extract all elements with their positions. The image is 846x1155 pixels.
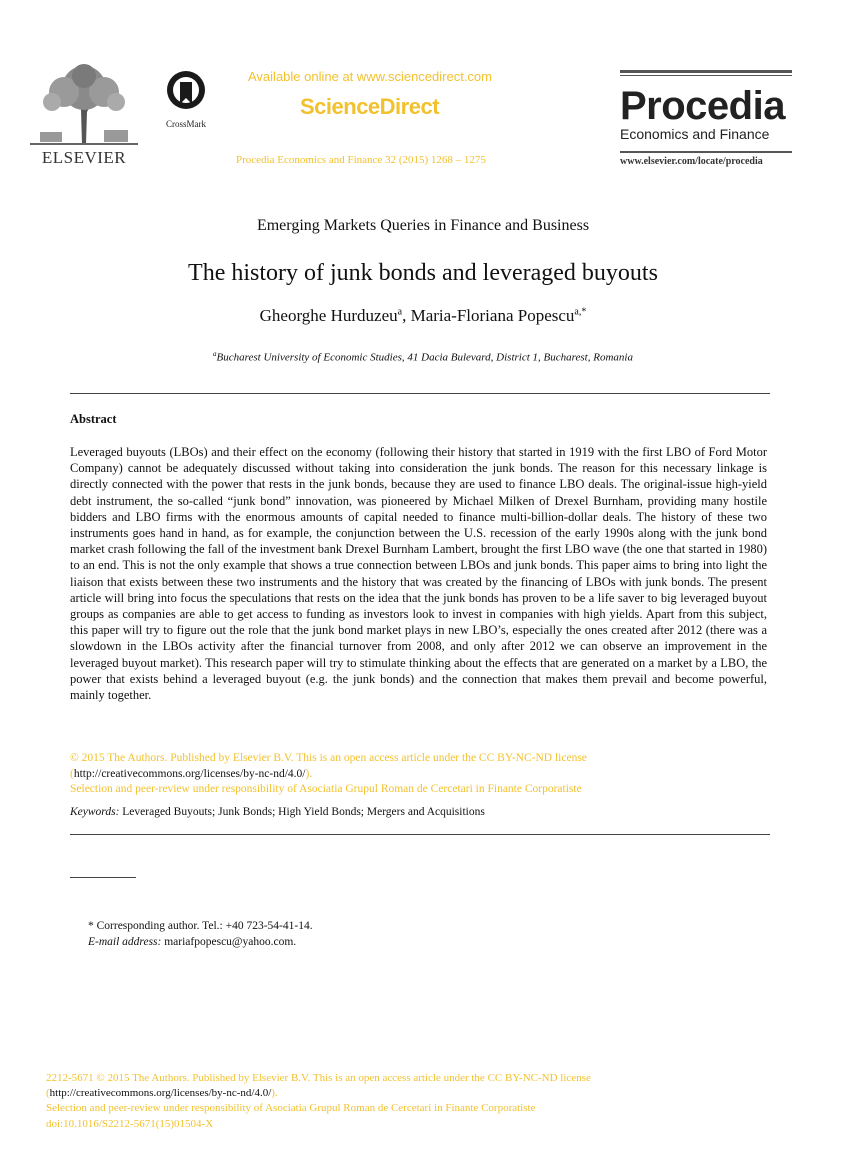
abstract-heading: Abstract — [70, 412, 117, 426]
elsevier-tree-icon — [30, 62, 138, 146]
sciencedirect-logo: ScienceDirect — [300, 94, 440, 119]
bottom-license-meta — [46, 1071, 766, 1132]
corresponding-author-footnote — [88, 918, 313, 950]
license-link[interactable]: http://creativecommons.org/licenses/by-nc-nd/4.0/ — [49, 1087, 272, 1100]
conference-name: Emerging Markets Queries in Finance and Business — [256, 217, 590, 234]
keywords-list: Leveraged Buyouts; Junk Bonds; High Yield Bonds; Mergers and Acquisitions — [119, 806, 485, 818]
keywords — [70, 806, 485, 818]
license-line: © 2015 The Authors. Published by Elsevier B.V. This is an open access article under the CC BY-NC-ND license — [70, 752, 587, 764]
license-line — [70, 767, 770, 783]
procedia-rule — [620, 151, 792, 153]
journal-reference: Procedia Economics and Finance 32 (2015) 1268 – 1275 — [236, 154, 486, 166]
crossmark-label: CrossMark — [166, 119, 206, 129]
license-paren: ). — [271, 1087, 278, 1100]
crossmark-badge[interactable] — [160, 70, 212, 129]
license-link[interactable]: http://creativecommons.org/licenses/by-nc-nd/4.0/ — [73, 767, 306, 780]
procedia-url[interactable]: www.elsevier.com/locate/procedia — [620, 156, 763, 167]
elsevier-wordmark: ELSEVIER — [41, 148, 127, 167]
procedia-rule — [620, 70, 792, 73]
affiliation-mark: a — [397, 306, 403, 318]
elsevier-logo — [30, 62, 138, 172]
email-address[interactable]: mariafpopescu@yahoo.com. — [161, 936, 297, 948]
affiliation-text: Bucharest University of Economic Studies, 41 Dacia Bulevard, District 1, Bucharest, Romania — [216, 351, 633, 364]
license-paren: ). — [305, 767, 313, 780]
available-online-text: Available online at www.sciencedirect.com — [248, 69, 492, 84]
section-divider — [70, 393, 770, 394]
section-divider — [70, 834, 770, 835]
affiliation-mark: a — [213, 350, 217, 358]
author-name: Maria-Floriana Popescu — [410, 306, 575, 325]
license-line: Selection and peer-review under responsibility of Asociatia Grupul Roman de Cercetari in Finante Corporatiste — [70, 783, 582, 795]
corresponding-author: * Corresponding author. Tel.: +40 723-54-41-14. — [88, 920, 313, 932]
email-line — [88, 934, 313, 950]
procedia-subtitle: Economics and Finance — [620, 126, 770, 142]
procedia-logo — [620, 70, 792, 167]
footnote-rule — [70, 877, 136, 878]
affiliation — [0, 350, 846, 364]
email-label: E-mail address: — [88, 936, 162, 948]
affiliation-mark: a,* — [574, 306, 587, 318]
crossmark-icon — [166, 70, 206, 112]
peer-review-line: Selection and peer-review under responsibility of Asociatia Grupul Roman de Cercetari in Finante Corporatiste — [46, 1102, 536, 1115]
issn-license-line: 2212-5671 © 2015 The Authors. Published by Elsevier B.V. This is an open access article under the CC BY-NC-ND license — [46, 1072, 591, 1084]
doi[interactable]: doi:10.1016/S2212-5671(15)01504-X — [46, 1117, 214, 1130]
procedia-name: Procedia — [620, 84, 785, 128]
author-list — [0, 306, 846, 326]
keywords-label: Keywords: — [70, 806, 120, 818]
license-statement — [70, 751, 770, 798]
author-separator: , — [402, 306, 411, 325]
license-paren: ( — [70, 767, 74, 780]
article-title: The history of junk bonds and leveraged buyouts — [188, 260, 658, 286]
abstract-text: Leveraged buyouts (LBOs) and their effect on the economy (following their history that started in 1919 with the first LBO of Ford Motor Company) cannot be adequately discussed without taking into consideration the junk bonds. The reason for this necessary linkage is directly connected with the power that rests in the junk bonds, because they are used to finance LBO deals. The original-issue high-yield debt instrument, the so-called “junk bond” innovation, was pioneered by Michael Milken of Drexel Burnham, providing many hostile bidders and LBO firms with the enormous amounts of capital needed to finance multi-billion-dollar deals. The history of these two instruments goes hand in hand, as for example, the conjunction between the U.S. recession of the early 1990s along with the junk bond market crash following the fall of the investment bank Drexel Burnham Lambert, brought the first LBO wave (the one that started in 1980) to an end. This is not the only example that shows a true connection between LBOs and junk bonds. This paper aims to bring into light the liaison that exists between these two instruments and the history that was created by the financing of LBOs with junk bonds. The present article will bring into focus the speculations that rests on the idea that the junk bonds has proven to be a life saver to big leveraged buyout groups as companies are able to get access to funding as investors look to invest in companies with high yields. Apart from this subject, this paper will try to figure out the role that the junk bond market plays in new LBO’s, especially the ones created after 2012 (there was a slowdown in the LBOs activity after the financial turnover from 2008, and only after 2012 we can observe an improvement in the leveraged buyout market). This research paper will try to stimulate thinking about the effects that are generated on a market by a LBO, the power that exists behind a leveraged buyout (e.g. the junk bonds) and the connection that makes them prevail and become powerful, mainly together. — [70, 445, 767, 703]
procedia-rule — [620, 75, 792, 76]
license-paren: ( — [46, 1087, 50, 1100]
author-name: Gheorghe Hurduzeu — [259, 306, 398, 325]
license-url-line — [46, 1086, 766, 1101]
